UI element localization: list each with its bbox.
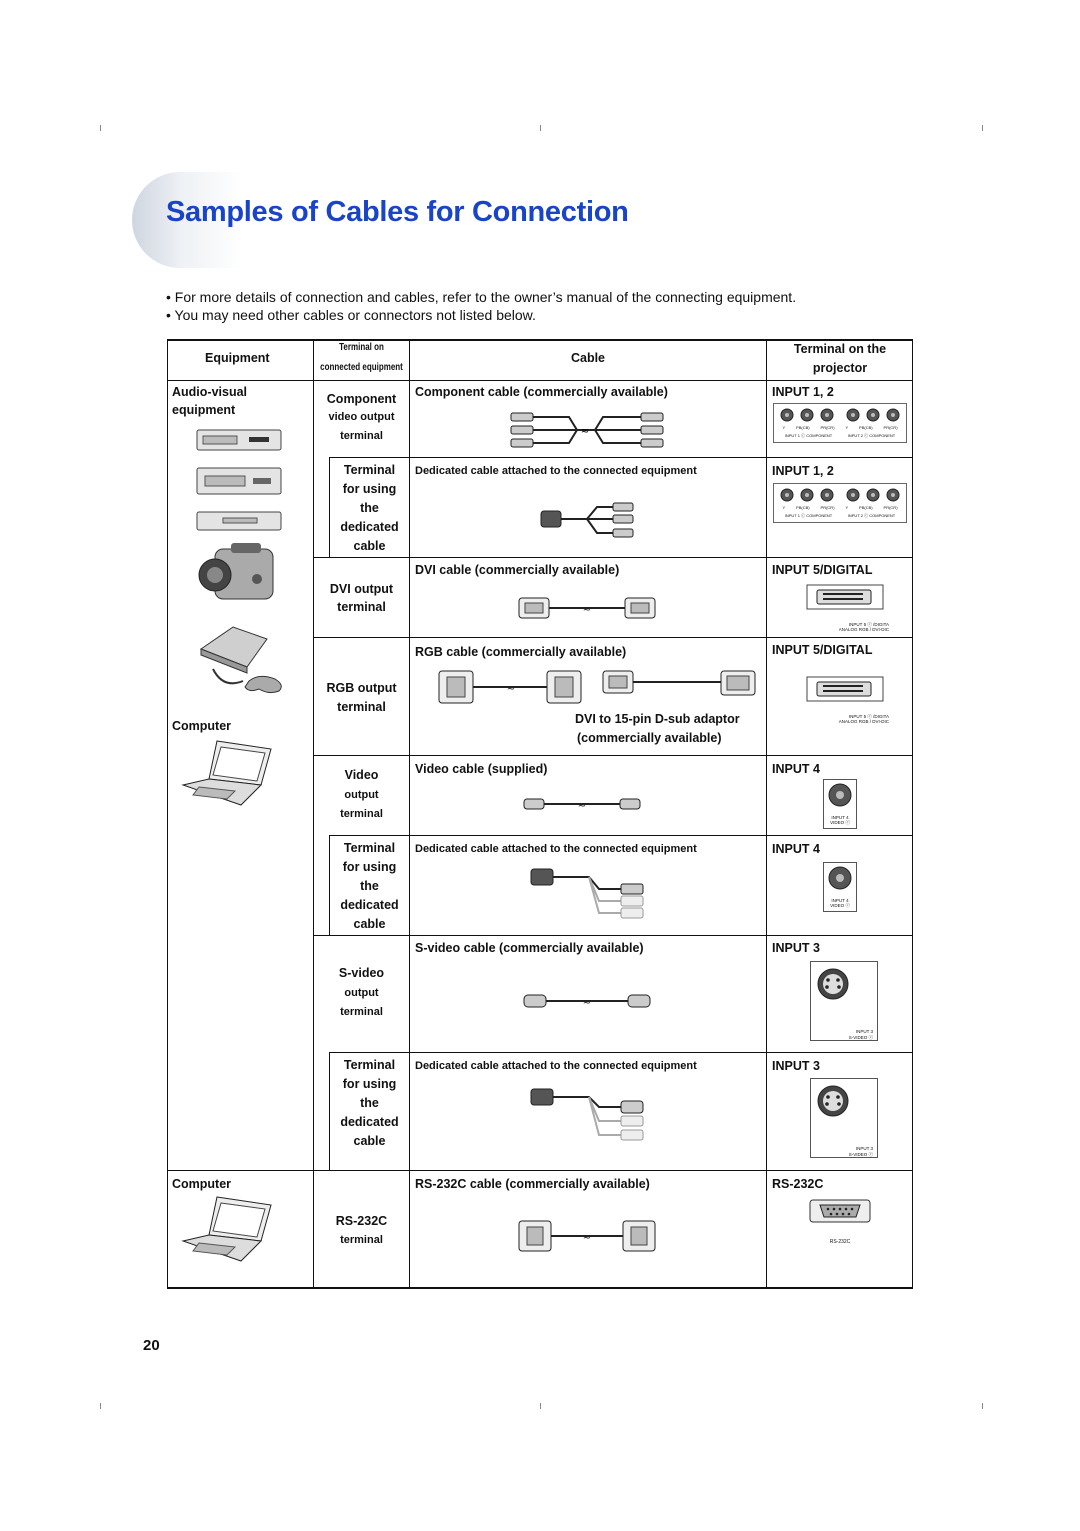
terminal-dedicated-1-l4: dedicated [340, 520, 399, 534]
svideo-label-l2: S-VIDEO ⓒ [848, 1035, 873, 1040]
jack-label: PB(CB) [859, 505, 873, 510]
equipment-av-l1: Audio-visual [172, 385, 248, 399]
table-left-rule [167, 339, 168, 1289]
jack-label: Y [845, 425, 849, 430]
jack-label: Y [845, 505, 849, 510]
dedicated-svideo-cable-illustration [529, 1083, 649, 1147]
terminal-rs232-l1: RS-232C [335, 1214, 388, 1228]
cable-dedicated-2: Dedicated cable attached to the connected equipment [415, 843, 697, 855]
svideo-label-l1: INPUT 3 [855, 1146, 873, 1151]
terminal-dedicated-3-l4: dedicated [340, 1115, 399, 1129]
video-cable-illustration [522, 795, 642, 813]
jack-label: Y [782, 505, 786, 510]
video-jack-panel-b [823, 862, 857, 912]
page-number: 20 [143, 1337, 160, 1354]
laptop-illustration-1 [181, 739, 281, 807]
svideo-port-icon [813, 964, 853, 1004]
dvi-port-panel-a [803, 583, 889, 631]
component-panel-a [773, 403, 907, 443]
crop-mark [982, 125, 983, 131]
jack-label: PR(CR) [820, 505, 835, 510]
cable-video: Video cable (supplied) [415, 762, 548, 776]
video-jack-label-l1: INPUT 4 [831, 898, 849, 903]
cable-component: Component cable (commercially available) [415, 385, 668, 399]
component-panel-b [773, 483, 907, 523]
crop-mark [982, 1403, 983, 1409]
row-rule [313, 637, 913, 638]
table-right-rule [912, 339, 913, 1289]
vcr-dvd-illustration [193, 424, 289, 540]
svg-text:≈: ≈ [577, 800, 587, 811]
video-jack-panel-a [823, 779, 857, 829]
panel-label: INPUT 1 ⓒ COMPONENT [784, 513, 833, 518]
terminal-dvi-l2: terminal [337, 600, 386, 614]
cable-dedicated-3: Dedicated cable attached to the connected equipment [415, 1060, 697, 1072]
connection-table [167, 339, 913, 1289]
cable-adaptor-l2: (commercially available) [577, 731, 722, 745]
panel-label: INPUT 2 ⓒ COMPONENT [847, 433, 896, 438]
row-rule [329, 457, 913, 458]
game-console-illustration [193, 619, 289, 699]
terminal-dedicated-3-l2: for using [342, 1077, 397, 1091]
row-rule [313, 935, 913, 936]
video-jack-label-l1: INPUT 4 [831, 815, 849, 820]
component-cable-illustration [507, 411, 667, 449]
page-title: Samples of Cables for Connection [166, 196, 629, 228]
cable-rs232: RS-232C cable (commercially available) [415, 1177, 650, 1191]
terminal-svideo-l1: S-video [338, 966, 385, 980]
projector-input4-a: INPUT 4 [772, 762, 820, 776]
dvi-label-l2: ANALOG RGB / DVI-DIC [838, 719, 889, 724]
cable-svideo: S-video cable (commercially available) [415, 941, 644, 955]
dvi-label-l2: ANALOG RGB / DVI-DIC [838, 627, 889, 632]
cable-adaptor-l1: DVI to 15-pin D-sub adaptor [575, 712, 740, 726]
projector-input3-a: INPUT 3 [772, 941, 820, 955]
projector-input12-b: INPUT 1, 2 [772, 464, 834, 478]
jack-label: PB(CB) [859, 425, 873, 430]
header-terminal-l1: Terminal on [339, 342, 384, 353]
rs232-cable-illustration [517, 1217, 657, 1257]
terminal-video-l1: Video [344, 768, 379, 782]
dvi-port-icon [803, 583, 889, 611]
jack-label: PB(CB) [796, 505, 810, 510]
dvi-label-l1: INPUT 5 ⓒ /DIGITA [848, 622, 889, 627]
terminal-dedicated-1-l3: the [360, 501, 379, 515]
video-jack-icon [824, 863, 856, 893]
panel-label: INPUT 2 ⓒ COMPONENT [847, 513, 896, 518]
cable-rgb: RGB cable (commercially available) [415, 645, 627, 659]
terminal-component-l2: video output [328, 411, 395, 423]
intro-bullet-1: • For more details of connection and cables, refer to the owner’s manual of the connecting equipment. [166, 289, 797, 305]
terminal-rgb-l2: terminal [337, 700, 386, 714]
svideo-port-icon [813, 1081, 853, 1121]
header-equipment: Equipment [205, 351, 270, 365]
header-terminal-l2: connected equipment [320, 362, 403, 373]
laptop-illustration-2 [181, 1195, 281, 1263]
col-divider-2 [409, 339, 410, 1289]
terminal-dedicated-2-l3: the [360, 879, 379, 893]
terminal-component-l3: terminal [340, 430, 383, 442]
projector-input4-b: INPUT 4 [772, 842, 820, 856]
row-rule [167, 1170, 913, 1171]
video-jack-label-l2: VIDEO ⓒ [830, 903, 850, 908]
projector-rs232: RS-232C [772, 1177, 824, 1191]
projector-input12-a: INPUT 1, 2 [772, 385, 834, 399]
terminal-component-l1: Component [326, 392, 397, 406]
svideo-port-panel-a [810, 961, 878, 1041]
crop-mark [540, 1403, 541, 1409]
row-rule [313, 755, 913, 756]
rs232-port-panel [808, 1196, 872, 1256]
projector-input5-a: INPUT 5/DIGITAL [772, 563, 873, 577]
equipment-computer-2: Computer [172, 1177, 232, 1191]
camcorder-illustration [191, 539, 287, 611]
terminal-rs232-l2: terminal [340, 1234, 383, 1246]
svideo-port-panel-b [810, 1078, 878, 1158]
terminal-video-l3: terminal [340, 808, 383, 820]
terminal-dedicated-1-l5: cable [353, 539, 386, 553]
terminal-dedicated-2-l1: Terminal [343, 841, 396, 855]
terminal-dedicated-3-l3: the [360, 1096, 379, 1110]
dedicated-video-cable-illustration [529, 865, 649, 921]
jack-label: PR(CR) [820, 425, 835, 430]
svg-text:≈: ≈ [582, 1232, 592, 1243]
header-cable: Cable [570, 351, 606, 365]
terminal-svideo-l2: output [344, 987, 379, 999]
terminal-dedicated-2-l5: cable [353, 917, 386, 931]
terminal-dedicated-1-l2: for using [342, 482, 397, 496]
dvi-cable-illustration [517, 594, 657, 622]
svideo-label-l1: INPUT 3 [855, 1029, 873, 1034]
svg-text:≈: ≈ [582, 604, 592, 615]
cable-dvi: DVI cable (commercially available) [415, 563, 620, 577]
jack-label: PR(CR) [883, 425, 898, 430]
col-divider-3 [766, 339, 767, 1289]
rs232-port-label: RS-232C [829, 1239, 851, 1245]
terminal-dedicated-1-l1: Terminal [343, 463, 396, 477]
header-projector-l1: Terminal on the [793, 342, 887, 356]
rgb-cable-illustration [437, 667, 587, 709]
jack-label: PB(CB) [796, 425, 810, 430]
dvi-port-panel-b [803, 675, 889, 723]
dedicated-component-cable-illustration [539, 499, 639, 545]
crop-mark [100, 125, 101, 131]
crop-mark [540, 125, 541, 131]
terminal-rgb-l1: RGB output [326, 681, 397, 695]
row-rule [313, 557, 913, 558]
dvi-adaptor-illustration [599, 667, 759, 703]
video-jack-icon [824, 780, 856, 810]
terminal-dedicated-2-l2: for using [342, 860, 397, 874]
dvi-label-l1: INPUT 5 ⓒ /DIGITA [848, 714, 889, 719]
svg-text:≈: ≈ [506, 683, 516, 694]
svideo-label-l2: S-VIDEO ⓒ [848, 1152, 873, 1157]
table-bottom-rule [167, 1287, 913, 1289]
terminal-dedicated-3-l1: Terminal [343, 1058, 396, 1072]
terminal-dedicated-3-l5: cable [353, 1134, 386, 1148]
intro-bullet-2: • You may need other cables or connectors not listed below. [166, 307, 536, 323]
row-rule [329, 1052, 913, 1053]
terminal-video-l2: output [344, 789, 379, 801]
header-projector-l2: projector [812, 361, 868, 375]
header-rule [167, 380, 913, 381]
jack-label: PR(CR) [883, 505, 898, 510]
equipment-av-l2: equipment [172, 403, 236, 417]
svg-text:≈: ≈ [580, 426, 590, 437]
rs232-port-icon [808, 1196, 872, 1226]
video-jack-label-l2: VIDEO ⓒ [830, 820, 850, 825]
cable-dedicated-1: Dedicated cable attached to the connected equipment [415, 465, 697, 477]
projector-input5-b: INPUT 5/DIGITAL [772, 643, 873, 657]
crop-mark [100, 1403, 101, 1409]
dvi-port-icon [803, 675, 889, 703]
terminal-dedicated-2-l4: dedicated [340, 898, 399, 912]
terminal-svideo-l3: terminal [340, 1006, 383, 1018]
jack-label: Y [782, 425, 786, 430]
svideo-cable-illustration [522, 991, 652, 1011]
panel-label: INPUT 1 ⓒ COMPONENT [784, 433, 833, 438]
equipment-computer-1: Computer [172, 719, 232, 733]
terminal-dvi-l1: DVI output [329, 582, 394, 596]
projector-input3-b: INPUT 3 [772, 1059, 820, 1073]
row-rule [329, 835, 913, 836]
svg-text:≈: ≈ [582, 997, 592, 1008]
